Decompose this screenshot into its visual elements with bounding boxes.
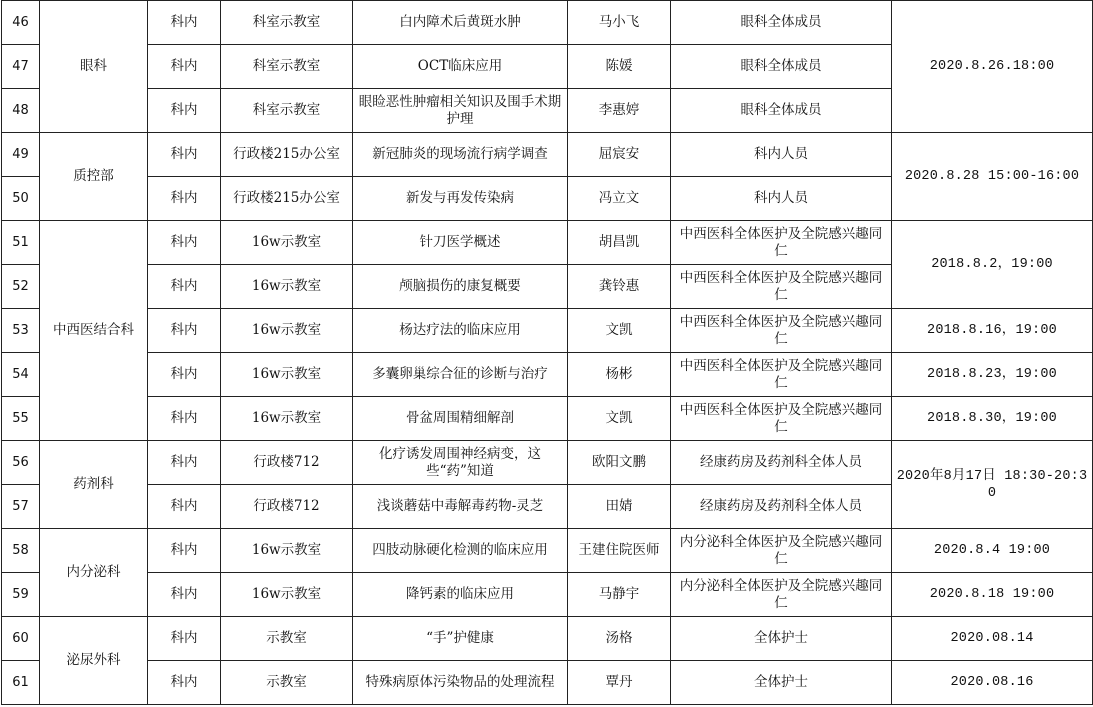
type-cell: 科内 — [148, 529, 221, 573]
row-number: 51 — [2, 221, 40, 265]
topic-cell: 白内障术后黄斑水肿 — [353, 1, 568, 45]
time-cell: 2018.8.30，19:00 — [892, 397, 1093, 441]
audience-cell: 全体护士 — [671, 661, 892, 705]
row-number: 47 — [2, 45, 40, 89]
audience-cell: 眼科全体成员 — [671, 45, 892, 89]
topic-cell: 杨达疗法的临床应用 — [353, 309, 568, 353]
type-cell: 科内 — [148, 265, 221, 309]
speaker-cell: 覃丹 — [568, 661, 671, 705]
topic-cell: OCT临床应用 — [353, 45, 568, 89]
type-cell: 科内 — [148, 573, 221, 617]
type-cell: 科内 — [148, 133, 221, 177]
speaker-cell: 马静宇 — [568, 573, 671, 617]
time-cell: 2020.8.4 19:00 — [892, 529, 1093, 573]
location-cell: 科室示教室 — [221, 45, 353, 89]
speaker-cell: 王建住院医师 — [568, 529, 671, 573]
table-row — [2, 529, 1093, 573]
time-cell: 2018.8.23，19:00 — [892, 353, 1093, 397]
type-cell: 科内 — [148, 221, 221, 265]
topic-cell: “手”护健康 — [353, 617, 568, 661]
time-cell: 2020.8.18 19:00 — [892, 573, 1093, 617]
audience-cell: 中西医科全体医护及全院感兴趣同仁 — [671, 353, 892, 397]
table-row — [2, 309, 1093, 353]
speaker-cell: 田婧 — [568, 485, 671, 529]
topic-cell: 新发与再发传染病 — [353, 177, 568, 221]
audience-cell: 科内人员 — [671, 133, 892, 177]
speaker-cell: 杨彬 — [568, 353, 671, 397]
speaker-cell: 胡昌凯 — [568, 221, 671, 265]
time-cell: 2020.8.26.18:00 — [892, 1, 1093, 133]
table-row — [2, 221, 1093, 265]
row-number: 53 — [2, 309, 40, 353]
location-cell: 16w示教室 — [221, 353, 353, 397]
speaker-cell: 屈宸安 — [568, 133, 671, 177]
table-row — [2, 133, 1093, 177]
table-row — [2, 573, 1093, 617]
location-cell: 16w示教室 — [221, 573, 353, 617]
speaker-cell: 冯立文 — [568, 177, 671, 221]
row-number: 50 — [2, 177, 40, 221]
topic-cell: 骨盆周围精细解剖 — [353, 397, 568, 441]
type-cell: 科内 — [148, 353, 221, 397]
location-cell: 行政楼215办公室 — [221, 177, 353, 221]
row-number: 56 — [2, 441, 40, 485]
department-cell: 药剂科 — [40, 441, 148, 529]
type-cell: 科内 — [148, 45, 221, 89]
location-cell: 科室示教室 — [221, 1, 353, 45]
topic-cell: 化疗诱发周围神经病变，这些“药”知道 — [353, 441, 568, 485]
audience-cell: 中西医科全体医护及全院感兴趣同仁 — [671, 265, 892, 309]
row-number: 48 — [2, 89, 40, 133]
location-cell: 16w示教室 — [221, 265, 353, 309]
type-cell: 科内 — [148, 1, 221, 45]
row-number: 49 — [2, 133, 40, 177]
row-number: 58 — [2, 529, 40, 573]
location-cell: 行政楼712 — [221, 441, 353, 485]
speaker-cell: 欧阳文鹏 — [568, 441, 671, 485]
speaker-cell: 文凯 — [568, 397, 671, 441]
time-cell: 2020年8月17日 18:30-20:30 — [892, 441, 1093, 529]
time-cell: 2020.08.14 — [892, 617, 1093, 661]
audience-cell: 内分泌科全体医护及全院感兴趣同仁 — [671, 573, 892, 617]
time-cell: 2020.08.16 — [892, 661, 1093, 705]
time-cell: 2020.8.28 15:00-16:00 — [892, 133, 1093, 221]
topic-cell: 特殊病原体污染物品的处理流程 — [353, 661, 568, 705]
topic-cell: 新冠肺炎的现场流行病学调查 — [353, 133, 568, 177]
department-cell: 内分泌科 — [40, 529, 148, 617]
location-cell: 16w示教室 — [221, 397, 353, 441]
speaker-cell: 马小飞 — [568, 1, 671, 45]
type-cell: 科内 — [148, 485, 221, 529]
type-cell: 科内 — [148, 177, 221, 221]
location-cell: 行政楼215办公室 — [221, 133, 353, 177]
table-row — [2, 441, 1093, 485]
topic-cell: 浅谈蘑菇中毒解毒药物-灵芝 — [353, 485, 568, 529]
table-row — [2, 397, 1093, 441]
topic-cell: 多囊卵巢综合征的诊断与治疗 — [353, 353, 568, 397]
audience-cell: 中西医科全体医护及全院感兴趣同仁 — [671, 309, 892, 353]
audience-cell: 经康药房及药剂科全体人员 — [671, 441, 892, 485]
location-cell: 示教室 — [221, 661, 353, 705]
speaker-cell: 龚铃惠 — [568, 265, 671, 309]
speaker-cell: 汤格 — [568, 617, 671, 661]
row-number: 57 — [2, 485, 40, 529]
row-number: 52 — [2, 265, 40, 309]
location-cell: 科室示教室 — [221, 89, 353, 133]
row-number: 54 — [2, 353, 40, 397]
topic-cell: 眼睑恶性肿瘤相关知识及围手术期护理 — [353, 89, 568, 133]
audience-cell: 眼科全体成员 — [671, 1, 892, 45]
topic-cell: 四肢动脉硬化检测的临床应用 — [353, 529, 568, 573]
row-number: 61 — [2, 661, 40, 705]
table-row — [2, 661, 1093, 705]
type-cell: 科内 — [148, 617, 221, 661]
row-number: 60 — [2, 617, 40, 661]
topic-cell: 降钙素的临床应用 — [353, 573, 568, 617]
table-row — [2, 353, 1093, 397]
row-number: 59 — [2, 573, 40, 617]
audience-cell: 全体护士 — [671, 617, 892, 661]
audience-cell: 科内人员 — [671, 177, 892, 221]
location-cell: 16w示教室 — [221, 221, 353, 265]
department-cell: 质控部 — [40, 133, 148, 221]
audience-cell: 经康药房及药剂科全体人员 — [671, 485, 892, 529]
location-cell: 16w示教室 — [221, 529, 353, 573]
audience-cell: 中西医科全体医护及全院感兴趣同仁 — [671, 397, 892, 441]
location-cell: 行政楼712 — [221, 485, 353, 529]
department-cell: 泌尿外科 — [40, 617, 148, 705]
speaker-cell: 李惠婷 — [568, 89, 671, 133]
location-cell: 示教室 — [221, 617, 353, 661]
time-cell: 2018.8.2，19:00 — [892, 221, 1093, 309]
topic-cell: 颅脑损伤的康复概要 — [353, 265, 568, 309]
type-cell: 科内 — [148, 441, 221, 485]
type-cell: 科内 — [148, 397, 221, 441]
training-schedule-table — [1, 0, 1093, 705]
topic-cell: 针刀医学概述 — [353, 221, 568, 265]
type-cell: 科内 — [148, 89, 221, 133]
time-cell: 2018.8.16，19:00 — [892, 309, 1093, 353]
table-row — [2, 617, 1093, 661]
department-cell: 眼科 — [40, 1, 148, 133]
speaker-cell: 文凯 — [568, 309, 671, 353]
table-row — [2, 1, 1093, 45]
type-cell: 科内 — [148, 661, 221, 705]
audience-cell: 眼科全体成员 — [671, 89, 892, 133]
speaker-cell: 陈媛 — [568, 45, 671, 89]
department-cell: 中西医结合科 — [40, 221, 148, 441]
type-cell: 科内 — [148, 309, 221, 353]
location-cell: 16w示教室 — [221, 309, 353, 353]
audience-cell: 中西医科全体医护及全院感兴趣同仁 — [671, 221, 892, 265]
audience-cell: 内分泌科全体医护及全院感兴趣同仁 — [671, 529, 892, 573]
row-number: 46 — [2, 1, 40, 45]
row-number: 55 — [2, 397, 40, 441]
